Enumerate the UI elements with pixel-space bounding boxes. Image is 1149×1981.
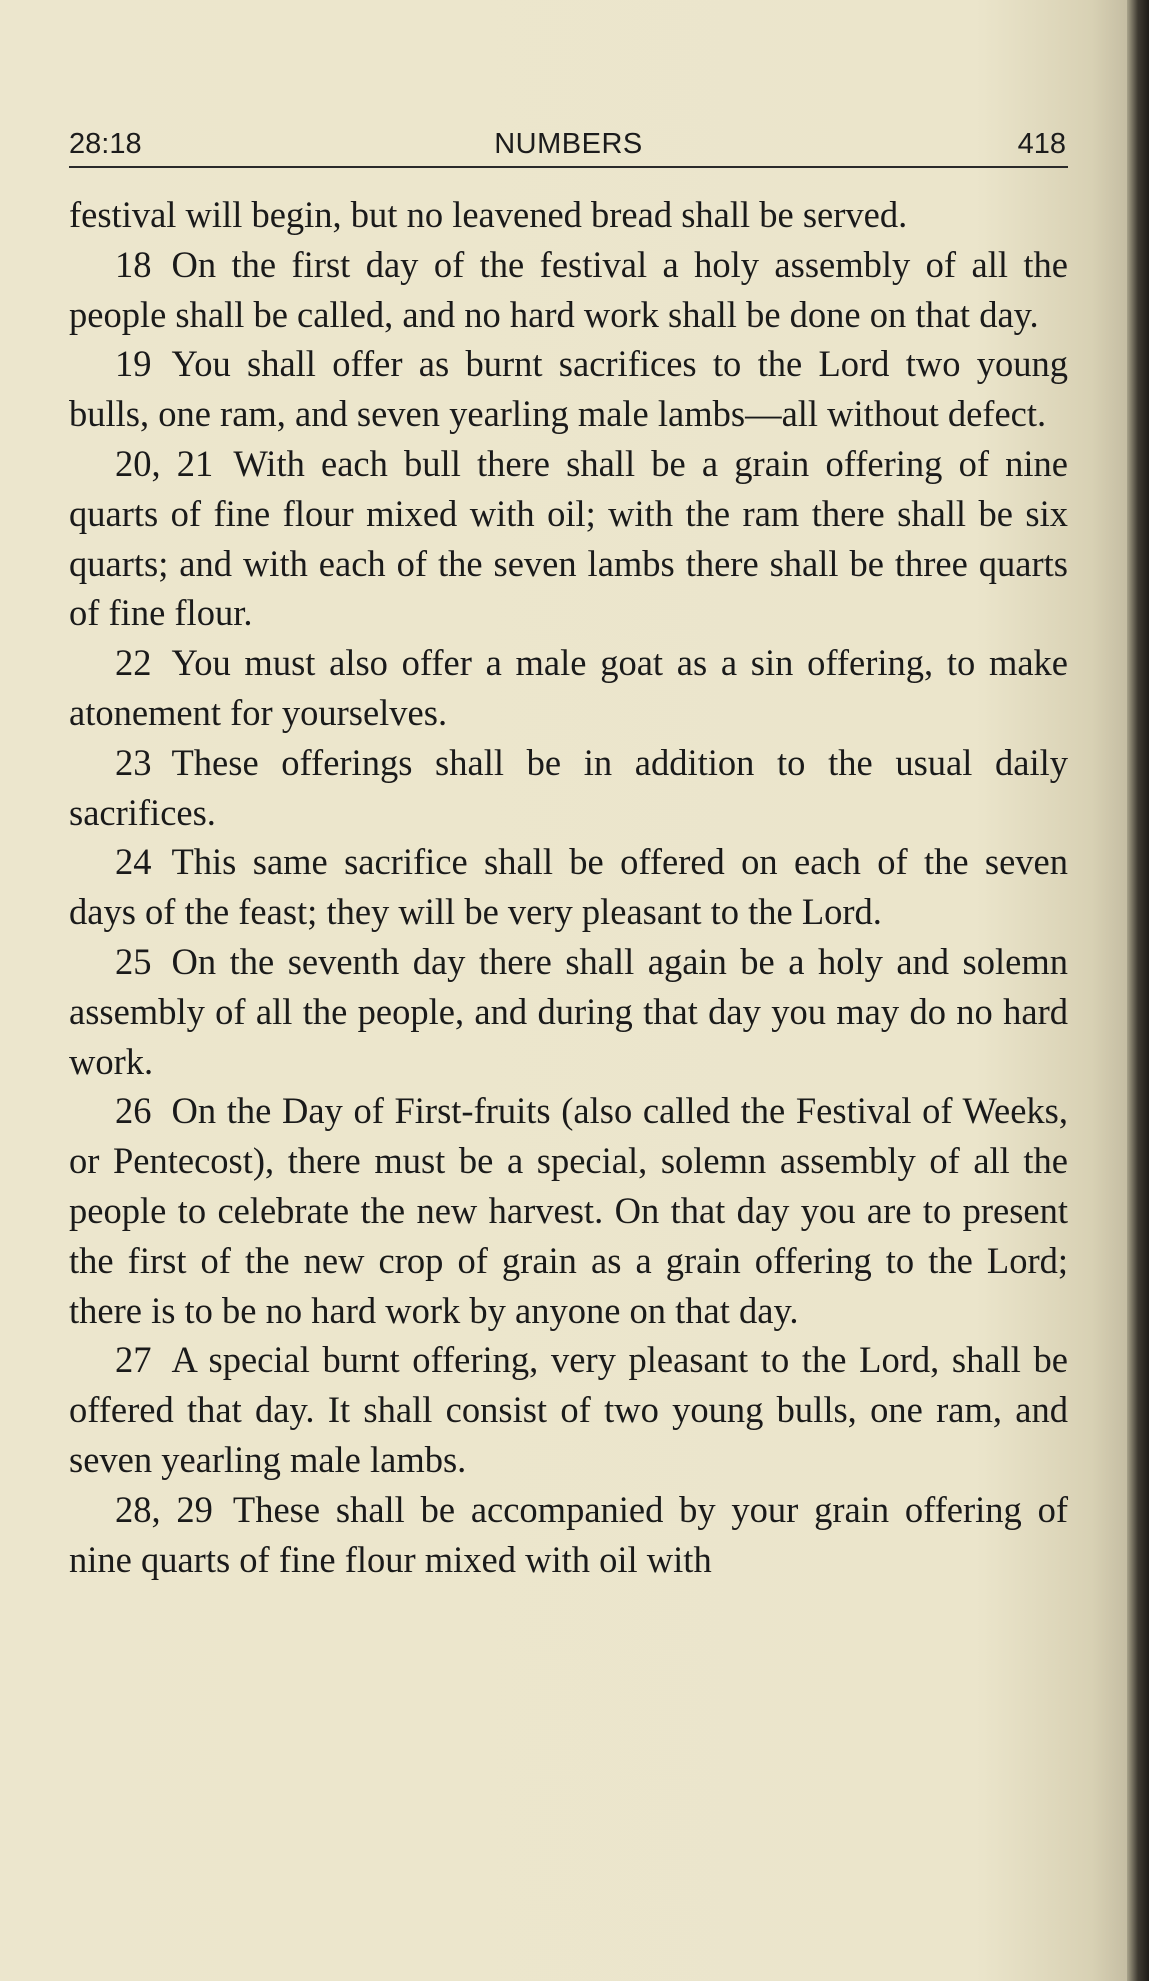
verse-text: festival will begin, but no leavened bread shall be served.	[69, 194, 908, 235]
chapter-reference: 28:18	[69, 128, 142, 160]
verse-text: On the seventh day there shall again be a holy and solemn assembly of all the people, and during that day you may do no hard work.	[69, 940, 1068, 1082]
book-title: NUMBERS	[494, 128, 643, 160]
verse-paragraph	[69, 1086, 1068, 1335]
verse-paragraph	[69, 1485, 1068, 1585]
verse-paragraph	[69, 837, 1068, 937]
verse-text: With each bull there shall be a grain offering of nine quarts of fine flour mixed with oil; with the ram there shall be six quarts; and with each of the seven lambs there shall be three quarts of fine flour.	[69, 442, 1068, 634]
verse-paragraph	[69, 240, 1068, 340]
verse-number: 26	[115, 1090, 152, 1132]
verse-number: 22	[115, 642, 152, 684]
verse-text: You shall offer as burnt sacrifices to the Lord two young bulls, one ram, and seven yearling male lambs—all without defect.	[69, 343, 1068, 435]
verse-text: On the first day of the festival a holy assembly of all the people shall be called, and no hard work shall be done on that day.	[69, 243, 1068, 335]
verse-number: 25	[115, 940, 152, 982]
verse-number: 23	[115, 741, 152, 783]
verse-paragraph	[69, 738, 1068, 838]
page-edge-shadow	[1127, 0, 1149, 1981]
verse-paragraph	[69, 1335, 1068, 1484]
running-header	[69, 122, 1068, 168]
verse-number: 28, 29	[115, 1488, 213, 1530]
verse-text: These shall be accompanied by your grain offering of nine quarts of fine flour mixed with oil with	[69, 1488, 1069, 1580]
verse-text: On the Day of First-fruits (also called the Festival of Weeks, or Pentecost), there must be a special, solemn assembly of all the people to celebrate the new harvest. On that day you are to present the first of the new crop of grain as a grain offering to the Lord; there is to be no hard work by anyone on that day.	[69, 1090, 1068, 1331]
verse-number: 27	[115, 1339, 152, 1381]
paragraph-continuation	[69, 190, 1068, 240]
verse-text: This same sacrifice shall be offered on each of the seven days of the feast; they will be very pleasant to the Lord.	[69, 841, 1068, 933]
page-number: 418	[1017, 128, 1066, 160]
verse-number: 24	[115, 841, 152, 883]
verse-paragraph	[69, 638, 1068, 738]
verse-text: A special burnt offering, very pleasant to the Lord, shall be offered that day. It shall consist of two young bulls, one ram, and seven yearling male lambs.	[69, 1339, 1068, 1480]
verse-paragraph	[69, 339, 1068, 439]
scripture-text	[69, 190, 1068, 1584]
verse-paragraph	[69, 937, 1068, 1086]
verse-text: You must also offer a male goat as a sin offering, to make atonement for yourselves.	[69, 642, 1068, 733]
verse-number: 20, 21	[115, 442, 214, 484]
verse-paragraph	[69, 439, 1068, 638]
verse-number: 19	[115, 343, 152, 385]
verse-number: 18	[115, 243, 152, 285]
verse-text: These offerings shall be in addition to the usual daily sacrifices.	[69, 741, 1068, 833]
